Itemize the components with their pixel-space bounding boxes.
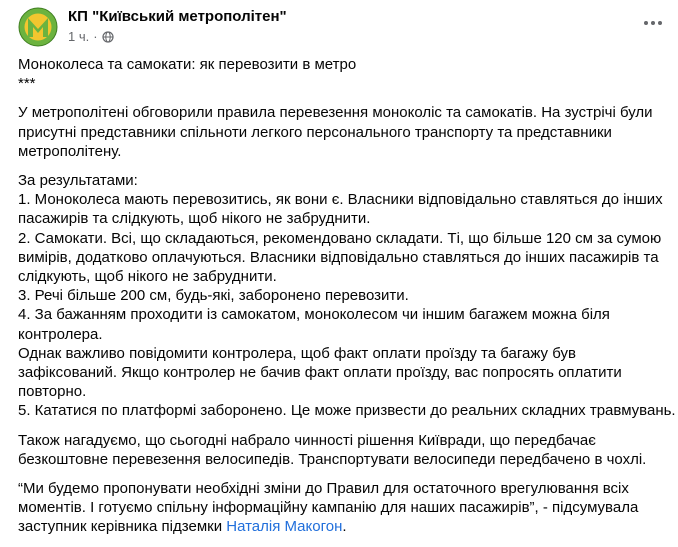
results-paragraph [18,171,676,421]
globe-icon [102,31,114,43]
text-line: контролера. [18,325,103,343]
post-timestamp[interactable]: 1 ч. [68,29,90,44]
text-line: моментів. І готуємо спільну інформаційну кампанію для наших пасажирів”, - підсумувала [18,499,639,517]
text-line: “Ми будемо пропонувати необхідні зміни до Правил для остаточного врегулювання всіх [18,480,629,498]
text-line: 2. Самокати. Всі, що складаються, рекомендовано складати. Ті, що більше 120 см за сумою [18,229,662,247]
text-fragment: . [342,518,347,536]
text-line: За результатами: [18,172,138,190]
text-line: Також нагадуємо, що сьогодні набрало чинності рішення Київради, що передбачає [18,431,596,449]
text-line: У метрополітені обговорили правила перевезення моноколіс та самокатів. На зустрічі були [18,104,653,122]
intro-paragraph [18,103,666,161]
text-line: слідкують, щоб нікого не забруднити. [18,268,277,286]
post-header [18,7,668,47]
post-title-paragraph [18,55,666,93]
text-line: зафіксований. Якщо контролер не бачив факт оплати проїзду, вас попросять оплатити [18,364,622,382]
text-line: Однак важливо повідомити контролера, щоб факт оплати проїзду та багажу був [18,344,576,362]
post-title: Моноколеса та самокати: як перевозити в метро [18,56,357,73]
post-body [18,55,676,547]
separator-stars: *** [18,75,36,93]
person-tag-link[interactable]: Наталія Макогон [226,518,343,536]
text-line: вимірів, додатково оплачуються. Власники відповідально ставляться до інших пасажирів та [18,248,659,266]
meta-separator: · [93,29,98,44]
text-line: метрополітену. [18,142,122,160]
quote-paragraph [18,479,666,537]
text-line: 4. За бажанням проходити із самокатом, моноколесом чи іншим багажем можна біля [18,306,610,324]
text-line-with-link [18,517,666,536]
text-line: присутні представники спільноти легкого персонального транспорту та представники [18,123,612,141]
post-meta [68,29,114,44]
page-name-link[interactable]: КП "Київський метрополітен" [68,8,287,25]
text-line: 5. Кататися по платформі заборонено. Це може призвести до реальних складних травмувань. [18,402,676,420]
more-options-icon[interactable] [638,11,668,35]
metro-logo-avatar[interactable] [18,7,58,47]
text-line: 3. Речі більше 200 см, будь-які, заборонено перевозити. [18,287,409,305]
bicycle-paragraph [18,431,666,469]
text-line: 1. Моноколеса мають перевозитись, як вони є. Власники відповідально ставляться до інших [18,191,663,209]
text-line: пасажирів та слідкують, щоб нікого не забруднити. [18,210,371,228]
text-line: повторно. [18,383,87,401]
text-fragment: заступник керівника підземки [18,518,227,536]
text-line: безкоштовне перевезення велосипедів. Транспортувати велосипеди передбачено в чохлі. [18,450,647,468]
